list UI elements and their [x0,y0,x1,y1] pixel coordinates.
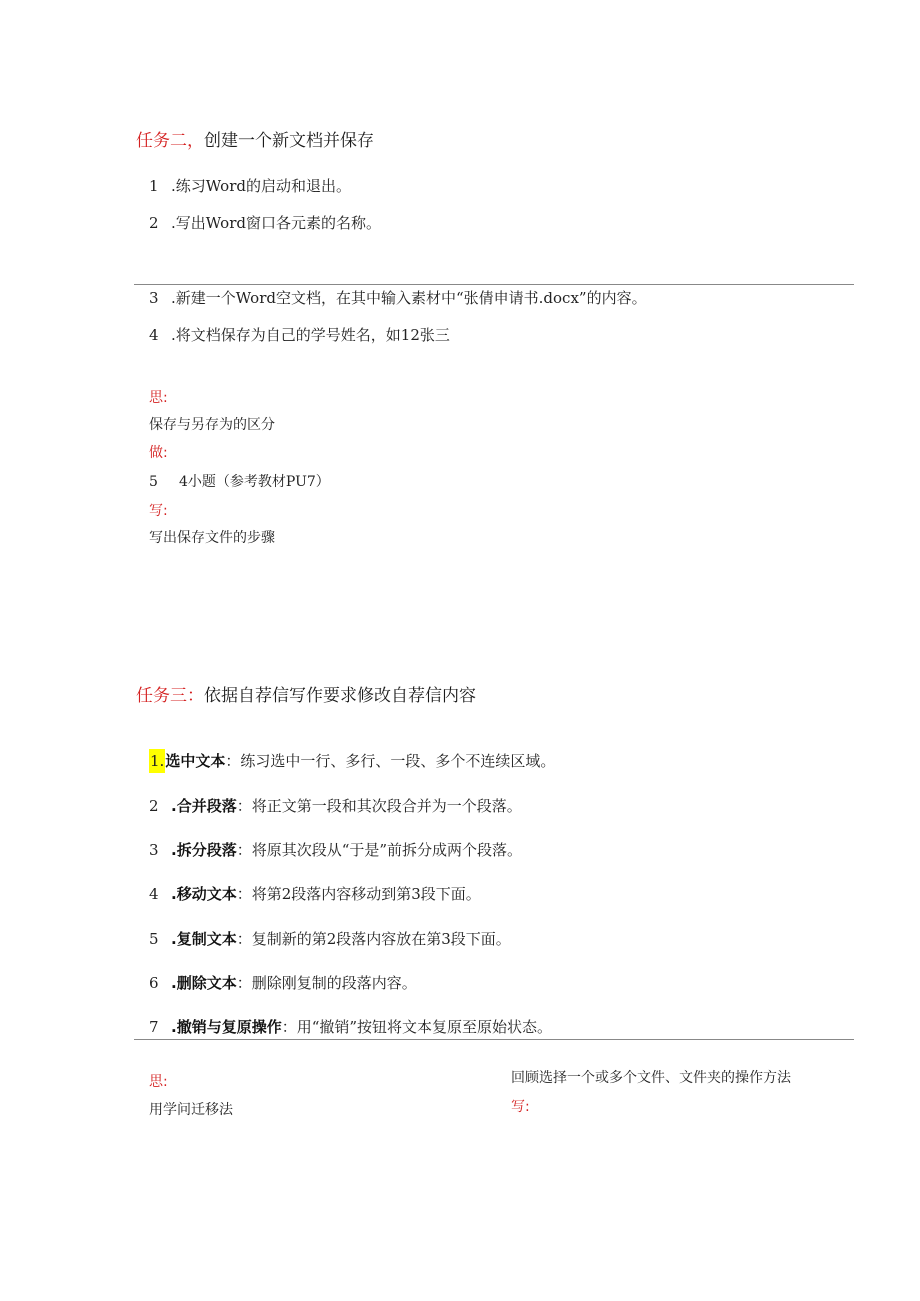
item-text: .练习Word的启动和退出。 [171,177,351,195]
think-label: 思: [149,1074,168,1090]
task3-item-3 [149,839,522,860]
task3-item-4 [149,883,481,904]
divider-line [134,1039,854,1040]
item-number: 4 [149,885,159,903]
task2-heading [136,126,374,151]
think-text: 保存与另存为的区分 [149,417,275,433]
item-text: ：将原其次段从“于是”前拆分成两个段落。 [236,841,523,859]
item-number: 3 [149,841,159,859]
item-text: ：练习选中一行、多行、一段、多个不连续区域。 [225,752,556,770]
task2-heading-text: 创建一个新文档并保存 [204,131,374,151]
task3-item-6 [149,972,417,993]
think-label: 思: [149,390,168,406]
write-text: 写出保存文件的步骤 [149,530,275,546]
item-text: ：将正文第一段和其次段合并为一个段落。 [236,797,522,815]
do-number: 5 [149,474,158,490]
item-text: ：复制新的第2段落内容放在第3段下面。 [236,930,511,948]
item-bold-label: .合并段落 [171,797,237,815]
write-label: 写: [149,503,168,519]
divider-line [134,284,854,285]
item-bold-label: .复制文本 [171,930,237,948]
task3-item-5 [149,928,511,949]
item-bold-label: .拆分段落 [171,841,237,859]
task3-heading-label: 任务三： [136,686,204,706]
item-number: 7 [149,1018,159,1036]
write-label: 写: [511,1099,530,1115]
item-number: 2 [149,797,159,815]
item-number: 3 [149,289,159,307]
right-note-text: 回顾选择一个或多个文件、文件夹的操作方法 [511,1070,791,1086]
do-text: 4小题（参考教材PU7） [179,474,330,490]
item-bold-label: .删除文本 [171,974,237,992]
do-text-line [149,471,330,491]
item-bold-label: .移动文本 [171,885,237,903]
task3-item-7 [149,1016,552,1037]
task3-item-2 [149,795,522,816]
item-number: 5 [149,930,159,948]
task3-item-1 [149,749,555,773]
item-number: 6 [149,974,159,992]
item-text: ：用“撤销”按钮将文本复原至原始状态。 [281,1018,553,1036]
task2-item-3 [149,287,647,308]
task2-item-2 [149,212,381,233]
item-number: 4 [149,326,159,344]
task2-item-4 [149,324,450,345]
item-text: ：删除刚复制的段落内容。 [236,974,417,992]
item-text: .将文档保存为自己的学号姓名，如12张三 [171,326,450,344]
item-bold-label: .撤销与复原操作 [171,1018,282,1036]
item-number: 1 [149,177,159,195]
item-text: .写出Word窗口各元素的名称。 [171,214,381,232]
think-text: 用学问迁移法 [149,1102,233,1118]
item-text: ：将第2段落内容移动到第3段下面。 [236,885,481,903]
item-text: .新建一个Word空文档，在其中输入素材中“张倩申请书.docx”的内容。 [171,289,647,307]
do-label: 做: [149,445,168,461]
task3-heading-text: 依据自荐信写作要求修改自荐信内容 [204,686,476,706]
item-bold-label: 选中文本 [165,752,226,770]
item-number: 2 [149,214,159,232]
task2-item-1 [149,175,351,196]
task3-heading [136,681,476,706]
task2-heading-label: 任务二， [136,131,204,151]
highlighted-number: 1. [149,749,165,773]
